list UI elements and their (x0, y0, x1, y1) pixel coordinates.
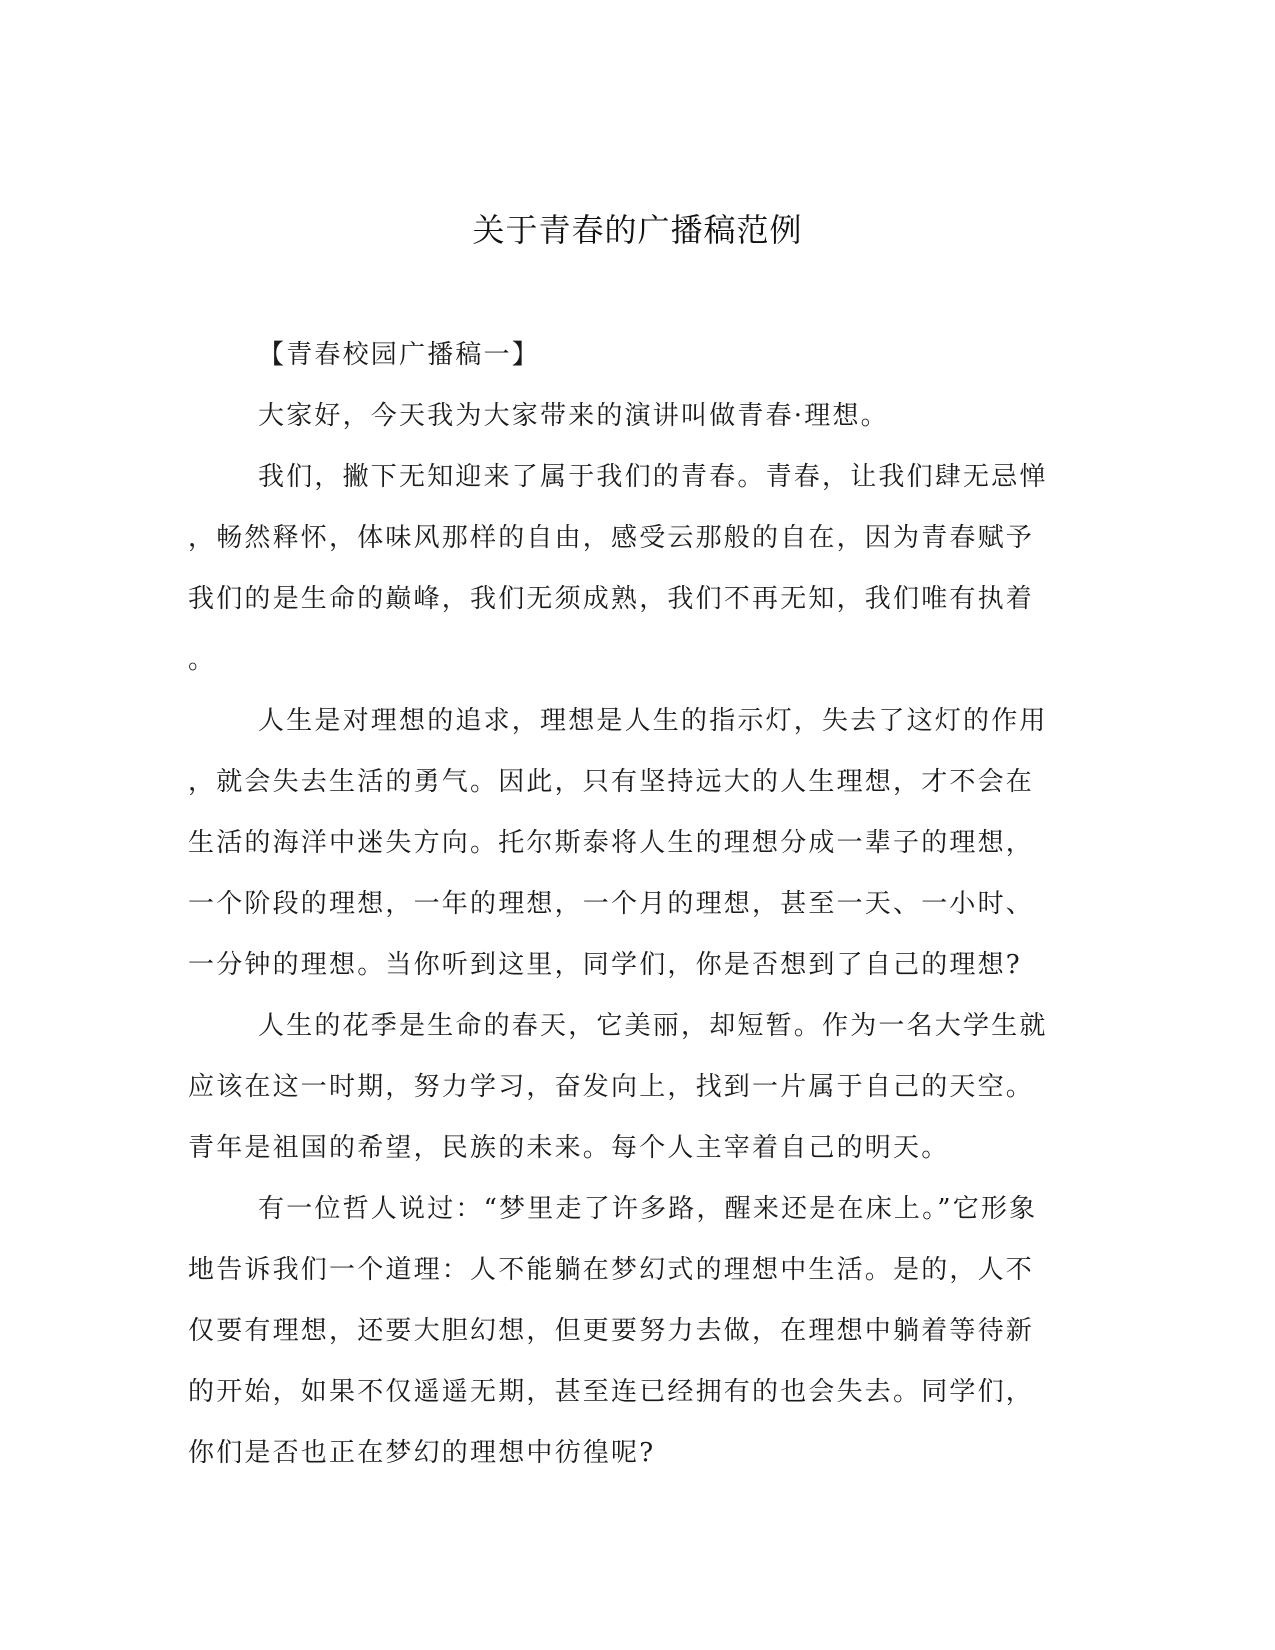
text-line: 仅要有理想，还要大胆幻想，但更要努力去做，在理想中躺着等待新 (188, 1316, 1035, 1346)
text-line: 大家好，今天我为大家带来的演讲叫做青春·理想。 (258, 401, 889, 431)
text-line: 我们，撇下无知迎来了属于我们的青春。青春，让我们肆无忌惮 (258, 462, 1048, 492)
text-line: 生活的海洋中迷失方向。托尔斯泰将人生的理想分成一辈子的理想， (188, 828, 1035, 858)
text-line: 一个阶段的理想，一年的理想，一个月的理想，甚至一天、一小时、 (188, 889, 1035, 919)
text-line: 的开始，如果不仅遥遥无期，甚至连已经拥有的也会失去。同学们， (188, 1377, 1035, 1407)
text-line: 人生的花季是生命的春天，它美丽，却短暂。作为一名大学生就 (258, 1011, 1048, 1041)
text-line: 人生是对理想的追求，理想是人生的指示灯，失去了这灯的作用 (258, 706, 1048, 736)
text-line: 。 (188, 645, 217, 675)
text-line: 【青春校园广播稿一】 (258, 340, 541, 370)
document-title: 关于青春的广播稿范例 (472, 211, 803, 249)
text-line: 应该在这一时期，努力学习，奋发向上，找到一片属于自己的天空。 (188, 1072, 1035, 1102)
document-body (188, 325, 1081, 1484)
text-line: ，就会失去生活的勇气。因此，只有坚持远大的人生理想，才不会在 (188, 767, 1035, 797)
text-line: 有一位哲人说过：“梦里走了许多路，醒来还是在床上。”它形象 (258, 1194, 1038, 1224)
text-line: 地告诉我们一个道理：人不能躺在梦幻式的理想中生活。是的，人不 (188, 1255, 1035, 1285)
text-line: 你们是否也正在梦幻的理想中彷徨呢? (188, 1438, 656, 1468)
text-line: 青年是祖国的希望，民族的未来。每个人主宰着自己的明天。 (188, 1133, 950, 1163)
text-line: 一分钟的理想。当你听到这里，同学们，你是否想到了自己的理想? (188, 950, 1022, 980)
text-line: ，畅然释怀，体味风那样的自由，感受云那般的自在，因为青春赋予 (188, 523, 1035, 553)
text-line: 我们的是生命的巅峰，我们无须成熟，我们不再无知，我们唯有执着 (188, 584, 1035, 614)
